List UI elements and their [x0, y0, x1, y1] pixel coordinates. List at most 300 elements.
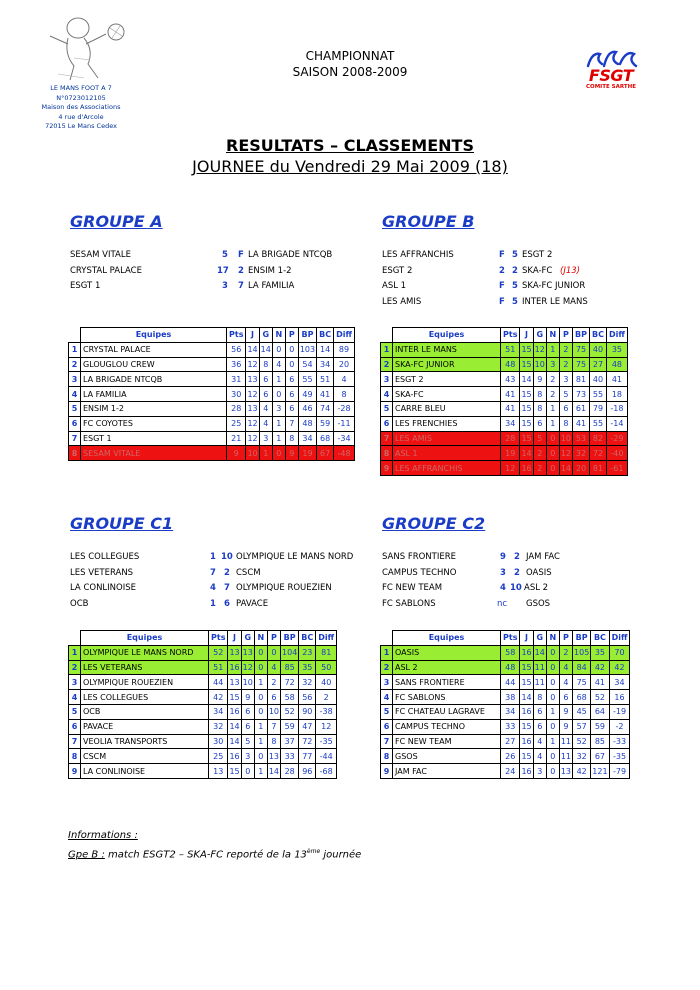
home-score: F — [499, 296, 505, 307]
away-score: 2 — [238, 265, 244, 276]
stat-cell: 15 — [520, 431, 533, 446]
stat-cell: 64 — [591, 704, 609, 719]
table-header-row — [381, 631, 630, 646]
table-row — [381, 401, 628, 416]
away-team: PAVACE — [236, 598, 269, 609]
home-team: LA CONLINOISE — [70, 583, 136, 594]
stat-cell: 8 — [559, 416, 572, 431]
stat-cell: 4 — [334, 372, 355, 387]
stat-cell: 1 — [272, 416, 285, 431]
result-row — [70, 264, 360, 280]
stat-cell: 12 — [246, 387, 259, 402]
stat-cell: -38 — [316, 704, 337, 719]
championship-label: CHAMPIONNAT — [305, 49, 395, 63]
table-row — [381, 461, 628, 476]
column-header: P — [285, 328, 298, 343]
stat-cell: 1 — [259, 446, 272, 461]
column-header: Equipes — [393, 328, 501, 343]
away-score: 5 — [512, 250, 518, 260]
rank-cell: 8 — [69, 446, 81, 461]
column-header: Equipes — [81, 631, 209, 646]
away-team: CSCM — [236, 567, 261, 578]
stat-cell: 8 — [533, 387, 546, 402]
stat-cell: 68 — [573, 690, 591, 705]
group-c1-standings-table — [68, 630, 337, 779]
page-title: RESULTATS – CLASSEMENTS — [226, 136, 474, 155]
away-team: LA FAMILIA — [248, 281, 295, 292]
stat-cell: 40 — [590, 342, 607, 357]
table-row — [69, 675, 337, 690]
stat-cell: 43 — [501, 372, 520, 387]
stat-cell: -44 — [316, 749, 337, 764]
rank-cell: 2 — [69, 357, 81, 372]
stat-cell: 0 — [546, 690, 559, 705]
stat-cell: 4 — [559, 660, 572, 675]
team-cell: ASL 2 — [393, 660, 501, 675]
column-header: G — [241, 631, 254, 646]
championship-heading — [230, 48, 470, 80]
stat-cell: 0 — [546, 461, 559, 476]
table-row — [381, 387, 628, 402]
rank-cell: 2 — [69, 660, 81, 675]
home-score: 1 — [210, 552, 216, 562]
stat-cell: 1 — [546, 416, 559, 431]
column-header: BC — [317, 328, 334, 343]
stat-cell: 6 — [285, 387, 298, 402]
away-score: 10 — [221, 552, 233, 562]
stat-cell: 0 — [254, 645, 267, 660]
rank-cell: 7 — [381, 431, 393, 446]
home-score: 7 — [210, 567, 216, 578]
stat-cell: 0 — [272, 446, 285, 461]
stat-cell: 0 — [546, 645, 559, 660]
stat-cell: 75 — [573, 357, 590, 372]
stat-cell: 38 — [501, 690, 520, 705]
stat-cell: 12 — [241, 660, 254, 675]
rank-cell: 3 — [69, 675, 81, 690]
stat-cell: 0 — [272, 342, 285, 357]
stat-cell: 52 — [591, 690, 609, 705]
stat-cell: 103 — [298, 342, 316, 357]
club-address-3: 72015 Le Mans Cedex — [45, 122, 117, 131]
stat-cell: 4 — [267, 660, 280, 675]
stat-cell: 0 — [267, 645, 280, 660]
rank-cell: 6 — [69, 719, 81, 734]
club-address-2: 4 rue d'Arcole — [58, 112, 104, 121]
away-score: 7 — [224, 583, 230, 594]
stat-cell: 6 — [285, 401, 298, 416]
stat-cell: 11 — [533, 660, 546, 675]
rank-cell: 9 — [381, 461, 393, 476]
stat-cell: 15 — [520, 416, 533, 431]
stat-cell: 2 — [267, 675, 280, 690]
stat-cell: 2 — [546, 372, 559, 387]
away-team: LA BRIGADE NTCQB — [248, 250, 333, 260]
stat-cell: 3 — [272, 401, 285, 416]
team-cell: SANS FRONTIERE — [393, 675, 501, 690]
stat-cell: 34 — [298, 431, 316, 446]
stat-cell: 15 — [520, 675, 533, 690]
group-b-standings-table — [380, 327, 628, 476]
stat-cell: 32 — [209, 719, 228, 734]
stat-cell: 11 — [533, 675, 546, 690]
stat-cell: 1 — [272, 431, 285, 446]
stat-cell: 40 — [590, 372, 607, 387]
fsgt-logo — [580, 48, 642, 91]
column-header: BC — [299, 631, 316, 646]
rank-cell: 5 — [69, 704, 81, 719]
rank-cell: 9 — [381, 764, 393, 779]
away-score: 2 — [514, 552, 520, 562]
stat-cell: 6 — [559, 690, 572, 705]
rank-cell: 3 — [69, 372, 81, 387]
stat-cell: 41 — [591, 675, 609, 690]
stat-cell: 30 — [209, 734, 228, 749]
home-team: LES AFFRANCHIS — [382, 250, 454, 260]
table-row — [69, 660, 337, 675]
stat-cell: 9 — [285, 446, 298, 461]
home-score: 3 — [222, 281, 228, 292]
stat-cell: 16 — [609, 690, 630, 705]
stat-cell: 67 — [591, 749, 609, 764]
stat-cell: -19 — [609, 704, 630, 719]
stat-cell: 14 — [317, 342, 334, 357]
stat-cell: 15 — [520, 387, 533, 402]
stat-cell: 15 — [520, 749, 533, 764]
table-row — [69, 764, 337, 779]
stat-cell: 6 — [559, 401, 572, 416]
column-header: Pts — [501, 328, 520, 343]
result-row — [382, 581, 682, 597]
not-communicated-mark: nc — [497, 598, 508, 609]
stat-cell: -40 — [606, 446, 627, 461]
club-address-1: Maison des Associations — [41, 103, 121, 112]
rank-cell: 4 — [381, 690, 393, 705]
table-row — [381, 704, 630, 719]
stat-cell: 32 — [299, 675, 316, 690]
stat-cell: 8 — [267, 734, 280, 749]
stat-cell: 41 — [317, 387, 334, 402]
stat-cell: 72 — [281, 675, 299, 690]
stat-cell: 9 — [241, 690, 254, 705]
stat-cell: 1 — [254, 734, 267, 749]
team-cell: SKA-FC — [393, 387, 501, 402]
stat-cell: 75 — [573, 675, 591, 690]
stat-cell: 33 — [501, 719, 520, 734]
stat-cell: 27 — [501, 734, 520, 749]
stat-cell: 0 — [546, 660, 559, 675]
club-number: N°0723012105 — [56, 93, 106, 102]
away-score: 2 — [224, 567, 230, 578]
stat-cell: 45 — [573, 704, 591, 719]
stat-cell: 9 — [559, 719, 572, 734]
group-c2-title: GROUPE C2 — [382, 514, 486, 533]
table-row — [69, 372, 355, 387]
away-team: INTER LE MANS — [522, 296, 588, 307]
table-row — [69, 357, 355, 372]
table-header-row — [69, 631, 337, 646]
rank-cell: 6 — [69, 416, 81, 431]
team-cell: ASL 1 — [393, 446, 501, 461]
stat-cell: 34 — [609, 675, 630, 690]
stat-cell: 14 — [228, 719, 241, 734]
stat-cell: 89 — [334, 342, 355, 357]
stat-cell: 0 — [546, 749, 559, 764]
home-team: OCB — [70, 598, 89, 609]
stat-cell: 35 — [606, 342, 627, 357]
stat-cell: -29 — [606, 431, 627, 446]
table-header-row — [381, 328, 628, 343]
table-row — [381, 431, 628, 446]
column-header: BC — [590, 328, 607, 343]
column-header: Pts — [501, 631, 520, 646]
column-header: Equipes — [393, 631, 501, 646]
stat-cell: 1 — [254, 675, 267, 690]
stat-cell: 41 — [501, 401, 520, 416]
stat-cell: 36 — [227, 357, 246, 372]
column-header: BP — [281, 631, 299, 646]
stat-cell: 28 — [227, 401, 246, 416]
stat-cell: 1 — [546, 704, 559, 719]
stat-cell: 48 — [501, 357, 520, 372]
column-header: N — [546, 631, 559, 646]
team-cell: SKA-FC JUNIOR — [393, 357, 501, 372]
stat-cell: 0 — [546, 431, 559, 446]
stat-cell: 55 — [298, 372, 316, 387]
stat-cell: 10 — [241, 675, 254, 690]
home-score: 4 — [500, 583, 506, 594]
stat-cell: 16 — [520, 461, 533, 476]
rank-cell: 8 — [381, 749, 393, 764]
club-logo — [34, 14, 138, 84]
table-row — [381, 342, 628, 357]
result-row — [70, 248, 360, 264]
group-c2-standings-table — [380, 630, 630, 779]
stat-cell: 16 — [228, 660, 241, 675]
stat-cell: 56 — [299, 690, 316, 705]
result-row — [70, 550, 370, 566]
table-row — [381, 446, 628, 461]
stat-cell: 2 — [559, 357, 572, 372]
team-cell: GSOS — [393, 749, 501, 764]
stat-cell: 32 — [573, 446, 590, 461]
stat-cell: 74 — [317, 401, 334, 416]
table-header-row — [69, 328, 355, 343]
stat-cell: 34 — [209, 704, 228, 719]
stat-cell: 13 — [241, 645, 254, 660]
rank-cell: 5 — [69, 401, 81, 416]
home-score: 2 — [499, 265, 505, 276]
table-row — [381, 675, 630, 690]
stat-cell: 11 — [559, 734, 572, 749]
result-row — [382, 597, 682, 613]
stat-cell: 77 — [299, 749, 316, 764]
stat-cell: 15 — [520, 357, 533, 372]
team-cell: CRYSTAL PALACE — [81, 342, 227, 357]
team-cell: FC CHATEAU LAGRAVE — [393, 704, 501, 719]
table-row — [381, 645, 630, 660]
table-row — [381, 690, 630, 705]
away-score: 10 — [510, 583, 522, 594]
stat-cell: 52 — [281, 704, 299, 719]
rank-cell: 6 — [381, 416, 393, 431]
stat-cell: 121 — [591, 764, 609, 779]
table-row — [69, 690, 337, 705]
stat-cell: -2 — [609, 719, 630, 734]
table-row — [381, 372, 628, 387]
stat-cell: 81 — [590, 461, 607, 476]
team-cell: OASIS — [393, 645, 501, 660]
column-header: G — [533, 631, 546, 646]
rank-cell: 1 — [69, 342, 81, 357]
stat-cell: 25 — [209, 749, 228, 764]
stat-cell: 21 — [227, 431, 246, 446]
column-header: BP — [573, 328, 590, 343]
stat-cell: 4 — [533, 734, 546, 749]
away-score: F — [238, 250, 244, 260]
stat-cell: 3 — [546, 357, 559, 372]
stat-cell: 6 — [259, 387, 272, 402]
stat-cell: 10 — [559, 431, 572, 446]
away-team: ENSIM 1-2 — [248, 265, 292, 276]
stat-cell: 34 — [501, 704, 520, 719]
stat-cell: 9 — [559, 704, 572, 719]
stat-cell: 55 — [590, 416, 607, 431]
stat-cell: 6 — [259, 372, 272, 387]
club-info — [22, 84, 140, 132]
stat-cell: 0 — [546, 764, 559, 779]
table-row — [381, 416, 628, 431]
column-header: Pts — [209, 631, 228, 646]
stat-cell: 47 — [299, 719, 316, 734]
table-row — [69, 734, 337, 749]
stat-cell: 105 — [573, 645, 591, 660]
info-text: match ESGT2 – SKA-FC reporté de la 13 — [104, 849, 307, 861]
stat-cell: 5 — [559, 387, 572, 402]
stat-cell: 96 — [299, 764, 316, 779]
team-cell: PAVACE — [81, 719, 209, 734]
stat-cell: 12 — [533, 342, 546, 357]
fsgt-wordmark: FSGT — [588, 66, 634, 85]
team-cell: CARRE BLEU — [393, 401, 501, 416]
stat-cell: 35 — [591, 645, 609, 660]
rank-cell: 1 — [381, 342, 393, 357]
home-team: LES VETERANS — [70, 567, 134, 578]
stat-cell: 0 — [254, 660, 267, 675]
stat-cell: -61 — [606, 461, 627, 476]
rank-cell: 9 — [69, 764, 81, 779]
stat-cell: 44 — [209, 675, 228, 690]
stat-cell: 20 — [334, 357, 355, 372]
stat-cell: 16 — [228, 749, 241, 764]
stat-cell: 20 — [573, 461, 590, 476]
stat-cell: -35 — [316, 734, 337, 749]
team-cell: GLOUGLOU CREW — [81, 357, 227, 372]
column-header: G — [259, 328, 272, 343]
stat-cell: 12 — [559, 446, 572, 461]
rank-cell: 5 — [381, 401, 393, 416]
column-header: Diff — [334, 328, 355, 343]
stat-cell: 14 — [520, 690, 533, 705]
stat-cell: -68 — [316, 764, 337, 779]
team-cell: SESAM VITALE — [81, 446, 227, 461]
away-team: ASL 2 — [524, 583, 549, 594]
stat-cell: 1 — [254, 719, 267, 734]
table-row — [69, 401, 355, 416]
stat-cell: 6 — [241, 704, 254, 719]
home-team: SESAM VITALE — [70, 250, 131, 260]
table-row — [69, 416, 355, 431]
stat-cell: 73 — [573, 387, 590, 402]
column-header: N — [546, 328, 559, 343]
stat-cell: 6 — [533, 719, 546, 734]
result-row — [70, 597, 370, 613]
stat-cell: 16 — [228, 704, 241, 719]
stat-cell: 14 — [259, 342, 272, 357]
home-team: FC NEW TEAM — [382, 583, 443, 594]
table-row — [69, 342, 355, 357]
stat-cell: 10 — [533, 357, 546, 372]
rank-cell: 8 — [69, 749, 81, 764]
rank-cell: 2 — [381, 660, 393, 675]
table-row — [381, 749, 630, 764]
stat-cell: -34 — [334, 431, 355, 446]
away-team: ESGT 2 — [522, 250, 553, 260]
stat-cell: 81 — [316, 645, 337, 660]
stat-cell: 42 — [609, 660, 630, 675]
group-a-title: GROUPE A — [70, 212, 163, 231]
stat-cell: 46 — [298, 401, 316, 416]
stat-cell: 19 — [501, 446, 520, 461]
stat-cell: 2 — [533, 461, 546, 476]
stat-cell: 15 — [520, 401, 533, 416]
stat-cell: 6 — [533, 416, 546, 431]
stat-cell: 30 — [227, 387, 246, 402]
away-score: 2 — [512, 265, 518, 276]
stat-cell: 8 — [533, 401, 546, 416]
home-score: 9 — [500, 552, 506, 562]
stat-cell: 42 — [573, 764, 591, 779]
stat-cell: 57 — [573, 719, 591, 734]
stat-cell: 51 — [501, 342, 520, 357]
stat-cell: 8 — [334, 387, 355, 402]
stat-cell: 41 — [606, 372, 627, 387]
away-team: GSOS — [526, 598, 551, 609]
stat-cell: 12 — [501, 461, 520, 476]
column-header: BP — [298, 328, 316, 343]
table-row — [381, 764, 630, 779]
home-score: F — [499, 281, 505, 292]
home-team: ESGT 2 — [382, 265, 413, 276]
stat-cell: 14 — [246, 342, 259, 357]
column-header: N — [254, 631, 267, 646]
team-cell: LES AMIS — [393, 431, 501, 446]
stat-cell: 5 — [533, 431, 546, 446]
info-heading: Informations : — [68, 830, 138, 841]
stat-cell: 81 — [573, 372, 590, 387]
stat-cell: 3 — [533, 764, 546, 779]
table-row — [69, 704, 337, 719]
away-score: 2 — [514, 567, 520, 578]
stat-cell: 0 — [254, 704, 267, 719]
stat-cell: -14 — [606, 416, 627, 431]
stat-cell: 28 — [281, 764, 299, 779]
stat-cell: -11 — [334, 416, 355, 431]
stat-cell: 72 — [299, 734, 316, 749]
team-cell: FC COYOTES — [81, 416, 227, 431]
rank-header — [69, 328, 81, 343]
stat-cell: 16 — [520, 704, 533, 719]
